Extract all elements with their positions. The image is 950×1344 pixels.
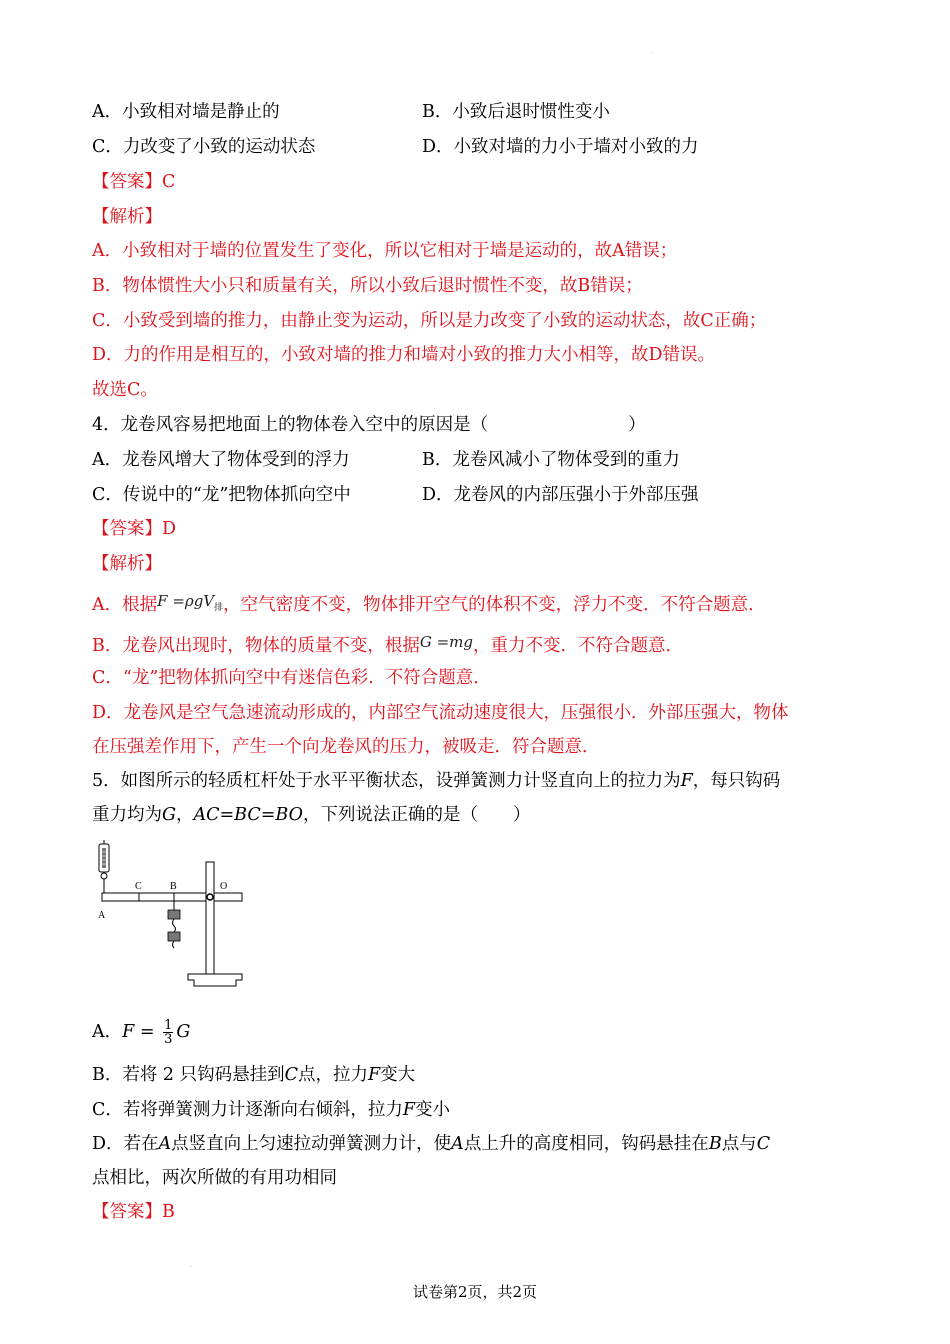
option-text: 点与 (721, 1134, 757, 1154)
option-label: A． (92, 1022, 123, 1042)
option-text: D．若在 (92, 1134, 159, 1154)
label-b: B (170, 881, 177, 892)
segment-relation: AC=BC=BO (193, 805, 303, 825)
formula-sub: 排 (214, 603, 224, 613)
stand (188, 862, 242, 986)
denominator: 3 (164, 1032, 173, 1047)
lever-bar (102, 893, 242, 901)
stem-text: ， (175, 805, 194, 825)
q3-option-a: A．小致相对墙是静止的 (92, 102, 280, 122)
q3-analysis-label: 【解析】 (92, 207, 162, 227)
answer-value: D (162, 519, 177, 539)
stem-text: ，下列说法正确的是（ ） (302, 805, 531, 825)
label-c: C (135, 881, 142, 892)
option-text: 点竖直向上匀速拉动弹簧测力计，使 (171, 1134, 452, 1154)
q3-answer (92, 171, 175, 193)
option-text: 点，拉力 (298, 1065, 369, 1085)
spring-scale-icon (99, 840, 109, 893)
label-a: A (98, 910, 106, 921)
q4-analysis-b (92, 631, 683, 657)
formula-main: F =ρgV (157, 592, 215, 610)
analysis-text: B．龙卷风出现时，物体的质量不变，根据 (92, 636, 420, 656)
scan-dot: . (190, 1262, 192, 1269)
q5-option-d-line-1 (92, 1133, 770, 1155)
q3-analysis-a: A．小致相对于墙的位置发生了变化，所以它相对于墙是运动的，故A错误； (92, 241, 678, 261)
q4-analysis-label: 【解析】 (92, 554, 162, 574)
var-F: F (122, 1022, 135, 1042)
q4-analysis-c: C．“龙”把物体抓向空中有迷信色彩．不符合题意． (92, 668, 491, 688)
q5-option-a (92, 1017, 190, 1047)
analysis-text: ，空气密度不变，物体排开空气的体积不变，浮力不变．不符合题意． (223, 595, 766, 615)
weights-icon (168, 901, 180, 948)
option-text: 点上升的高度相同，钩码悬挂在 (463, 1134, 709, 1154)
q4-option-b: B．龙卷风减小了物体受到的重力 (422, 450, 680, 470)
equals: = (134, 1022, 161, 1042)
q4-option-d: D．龙卷风的内部压强小于外部压强 (422, 485, 699, 505)
q3-option-c: C．力改变了小致的运动状态 (92, 137, 316, 157)
q3-analysis-d: D．力的作用是相互的，小致对墙的推力和墙对小致的推力大小相等，故D错误。 (92, 345, 716, 365)
answer-value: C (162, 172, 176, 192)
q4-analysis-d1: D．龙卷风是空气急速流动形成的，内部空气流动速度很大，压强很小．外部压强大，物体 (92, 703, 789, 723)
q4-option-a: A．龙卷风增大了物体受到的浮力 (92, 450, 350, 470)
q4-stem: 4．龙卷风容易把地面上的物体卷入空中的原因是（ ） (92, 415, 646, 435)
var-F: F (402, 1100, 416, 1120)
q3-analysis-c: C．小致受到墙的推力，由静止变为运动，所以是力改变了小致的运动状态，故C正确； (92, 311, 767, 331)
q3-option-b: B．小致后退时惯性变小 (422, 102, 610, 122)
pivot-icon (207, 894, 213, 900)
q4-option-row-2 (92, 484, 699, 506)
q4-analysis-d2: 在压强差作用下，产生一个向龙卷风的压力，被吸走．符合题意． (92, 737, 600, 757)
option-text: 变小 (415, 1100, 451, 1120)
analysis-text: A．根据 (92, 595, 158, 615)
q4-analysis-a (92, 590, 766, 619)
q5-stem-line-2 (92, 804, 530, 826)
q5-stem-line-1 (92, 770, 780, 792)
var-A: A (451, 1134, 464, 1154)
var-C: C (756, 1134, 771, 1154)
scan-dot: . (651, 48, 653, 55)
option-text: C．若将弹簧测力计逐渐向右倾斜，拉力 (92, 1100, 403, 1120)
q5-option-c (92, 1099, 450, 1121)
buoyancy-formula (157, 592, 224, 613)
option-text: 变大 (380, 1065, 416, 1085)
page-footer: 试卷第2页，共2页 (412, 1283, 538, 1301)
numerator: 1 (164, 1018, 173, 1033)
q4-answer (92, 518, 176, 540)
answer-label: 【答案】 (92, 519, 162, 539)
label-o: O (220, 881, 228, 892)
var-F: F (680, 771, 693, 791)
q3-option-d: D．小致对墙的力小于墙对小致的力 (422, 137, 699, 157)
analysis-text: ，重力不变．不符合题意． (473, 636, 684, 656)
stem-text: 重力均为 (92, 805, 162, 825)
lever-figure (92, 840, 252, 990)
stem-text: 5．如图所示的轻质杠杆处于水平平衡状态，设弹簧测力计竖直向上的拉力为 (92, 771, 681, 791)
q3-option-row-2 (92, 136, 699, 158)
q3-conclusion: 故选C。 (92, 380, 158, 400)
q5-answer (92, 1201, 175, 1223)
gravity-formula: G =mg (419, 633, 474, 651)
answer-label: 【答案】 (92, 1202, 162, 1222)
option-text: B．若将 2 只钩码悬挂到 (92, 1065, 285, 1085)
var-G: G (162, 805, 176, 825)
q4-option-c: C．传说中的“龙”把物体抓向空中 (92, 485, 351, 505)
stem-text: ，每只钩码 (692, 771, 781, 791)
answer-value: B (162, 1202, 175, 1222)
q4-option-row-1 (92, 449, 680, 471)
answer-label: 【答案】 (92, 172, 162, 192)
q5-option-b (92, 1064, 415, 1086)
var-C: C (284, 1065, 299, 1085)
q5-option-d-line-2: 点相比，两次所做的有用功相同 (92, 1168, 337, 1188)
var-A: A (158, 1134, 172, 1154)
var-B: B (708, 1134, 722, 1154)
q3-analysis-b: B．物体惯性大小只和质量有关，所以小致后退时惯性不变，故B错误； (92, 276, 643, 296)
fraction (163, 1019, 173, 1046)
q3-option-row-1 (92, 101, 610, 123)
var-F: F (368, 1065, 381, 1085)
var-G: G (176, 1022, 191, 1042)
